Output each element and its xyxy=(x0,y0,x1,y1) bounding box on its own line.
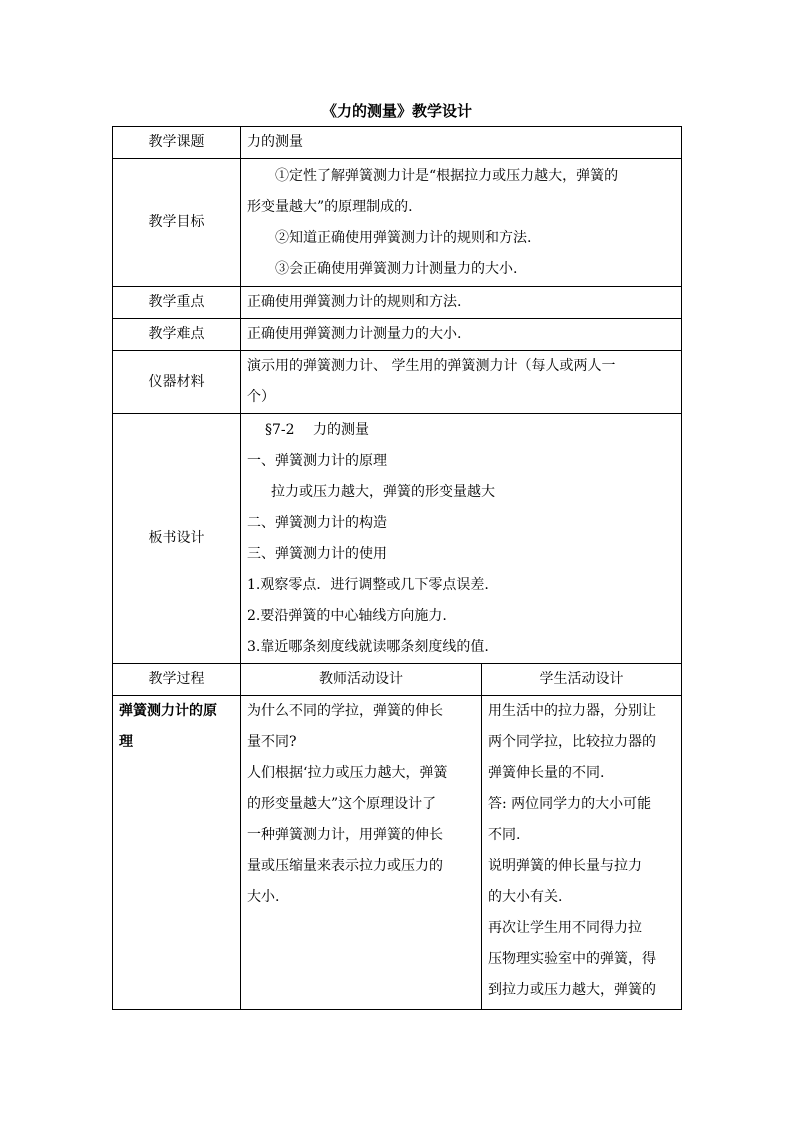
label-board: 板书设计 xyxy=(113,414,241,664)
board-line-1: §7-2 力的测量 xyxy=(265,421,369,438)
value-key-point: 正确使用弹簧测力计的规则和方法. xyxy=(241,287,682,319)
student-line-8: 再次让学生用不同得力拉 xyxy=(488,920,642,936)
row-board xyxy=(113,414,682,664)
teacher-line-4: 的形变量越大”这个原理设计了 xyxy=(247,796,437,812)
student-line-5: 不同. xyxy=(488,827,521,843)
board-line-7: 2.要沿弹簧的中心轴线方向施力. xyxy=(247,607,447,624)
label-materials: 仪器材料 xyxy=(113,351,241,414)
value-board xyxy=(241,414,682,664)
student-line-4: 答: 两位同学力的大小可能 xyxy=(488,796,652,812)
objective-line-4: ③会正确使用弹簧测力计测量力的大小. xyxy=(275,260,518,277)
label-process: 教学过程 xyxy=(113,664,241,696)
lesson-plan-table xyxy=(112,126,682,1010)
student-line-2: 两个同学拉，比较拉力器的 xyxy=(488,734,656,750)
value-materials xyxy=(241,351,682,414)
label-principle xyxy=(113,696,241,1010)
row-objectives xyxy=(113,159,682,287)
document-title: 《力的测量》教学设计 xyxy=(321,102,472,120)
row-key-point xyxy=(113,287,682,319)
student-line-9: 压物理实验室中的弹簧，得 xyxy=(488,951,656,967)
teacher-line-6: 量或压缩量来表示拉力或压力的 xyxy=(247,858,443,874)
student-line-7: 的大小有关. xyxy=(488,889,563,905)
teacher-line-3: 人们根据‘拉力或压力越大，弹簧 xyxy=(247,765,448,781)
materials-line-1: 演示用的弹簧测力计、 学生用的弹簧测力计（每人或两人一 xyxy=(247,358,616,374)
header-student-activity: 学生活动设计 xyxy=(482,664,682,696)
objective-line-1: ①定性了解弹簧测力计是“根据拉力或压力越大，弹簧的 xyxy=(275,167,619,184)
materials-line-2: 个） xyxy=(247,389,275,405)
row-topic xyxy=(113,127,682,159)
teacher-activity-cell xyxy=(241,696,482,1010)
student-line-6: 说明弹簧的伸长量与拉力 xyxy=(488,858,642,874)
value-topic: 力的测量 xyxy=(241,127,682,159)
teacher-line-7: 大小. xyxy=(247,889,280,905)
value-objectives xyxy=(241,159,682,287)
row-materials xyxy=(113,351,682,414)
label-key-point: 教学重点 xyxy=(113,287,241,319)
label-topic: 教学课题 xyxy=(113,127,241,159)
label-objectives: 教学目标 xyxy=(113,159,241,287)
student-line-1: 用生活中的拉力器，分别让 xyxy=(488,703,656,719)
row-principle xyxy=(113,696,682,1010)
student-line-10: 到拉力或压力越大，弹簧的 xyxy=(488,982,656,998)
board-line-8: 3.靠近哪条刻度线就读哪条刻度线的值. xyxy=(247,638,489,655)
teacher-line-2: 量不同? xyxy=(247,734,297,750)
objective-line-2: 形变量越大”的原理制成的. xyxy=(247,198,413,215)
label-difficulty: 教学难点 xyxy=(113,319,241,351)
principle-label-line-1: 弹簧测力计的原 xyxy=(119,703,217,719)
teacher-line-5: 一种弹簧测力计，用弹簧的伸长 xyxy=(247,827,443,843)
value-difficulty: 正确使用弹簧测力计测量力的大小. xyxy=(241,319,682,351)
row-difficulty xyxy=(113,319,682,351)
board-line-2: 一、弹簧测力计的原理 xyxy=(247,452,387,469)
student-activity-cell xyxy=(482,696,682,1010)
board-line-4: 二、弹簧测力计的构造 xyxy=(247,514,387,531)
teacher-line-1: 为什么不同的学拉，弹簧的伸长 xyxy=(247,703,443,719)
board-line-5: 三、弹簧测力计的使用 xyxy=(247,545,387,562)
objective-line-3: ②知道正确使用弹簧测力计的规则和方法. xyxy=(275,229,532,246)
row-process-header xyxy=(113,664,682,696)
principle-label-line-2: 理 xyxy=(119,734,133,750)
board-line-6: 1.观察零点．进行调整或几下零点误差. xyxy=(247,576,489,593)
student-line-3: 弹簧伸长量的不同. xyxy=(488,765,605,781)
board-line-3: 拉力或压力越大，弹簧的形变量越大 xyxy=(271,483,495,500)
header-teacher-activity: 教师活动设计 xyxy=(241,664,482,696)
